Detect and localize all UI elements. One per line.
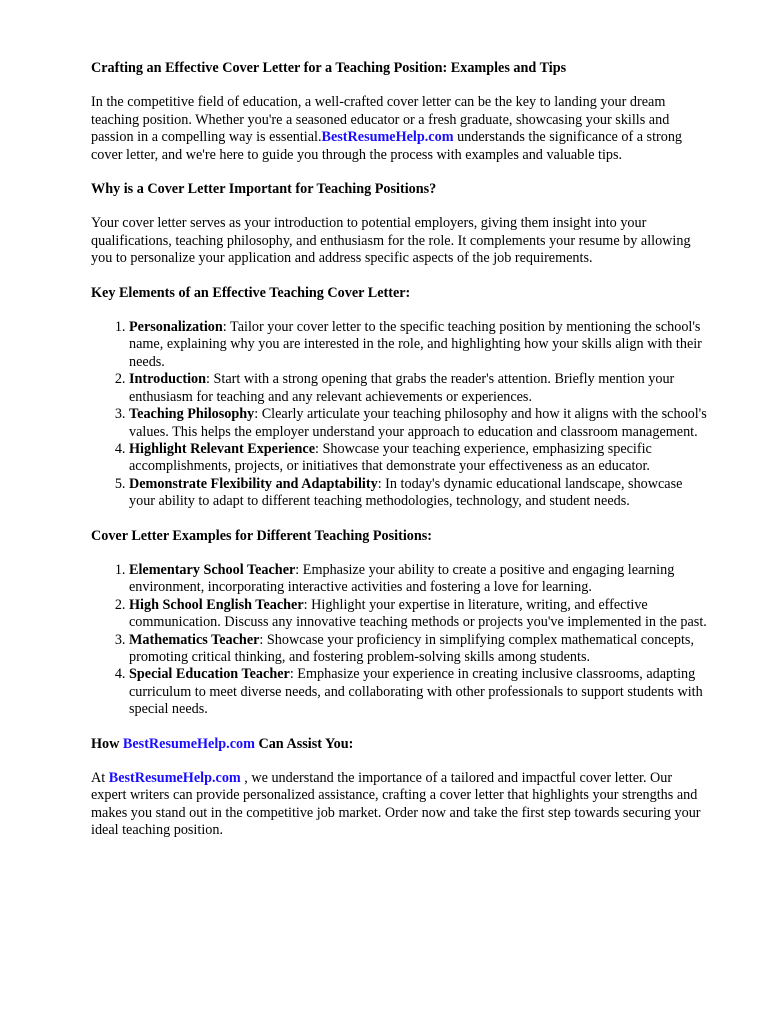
list-item-term: Personalization xyxy=(129,319,223,336)
list-item xyxy=(129,441,710,476)
list-item xyxy=(129,406,710,441)
key-elements-heading: Key Elements of an Effective Teaching Cover Letter: xyxy=(91,284,411,301)
how-text-before: At xyxy=(91,770,109,786)
list-item-text: : Start with a strong opening that grabs the reader's attention. Briefly mention your enthusiasm for teaching and any relevant achievements or experiences. xyxy=(129,371,675,405)
how-paragraph xyxy=(91,770,710,840)
list-item-term: Mathematics Teacher xyxy=(129,631,260,648)
how-heading-site-link[interactable]: BestResumeHelp.com xyxy=(122,735,255,752)
how-heading-after: Can Assist You: xyxy=(254,735,354,752)
list-item xyxy=(129,632,710,667)
intro-text-before: In the competitive field of education, a well-crafted cover letter can be the key to landing your dream teaching position. Whether you're a seasoned educator or a fresh graduate, showcasing your skills and passion in a compelling way is essential. xyxy=(91,94,670,146)
list-item-text: : Tailor your cover letter to the specific teaching position by mentioning the school's name, explaining why you are interested in the role, and highlighting how your skills align with their needs. xyxy=(129,319,702,370)
list-item-term: Elementary School Teacher xyxy=(129,561,296,578)
list-item-text: : In today's dynamic educational landscape, showcase your ability to adapt to different teaching methodologies, technology, and student needs. xyxy=(129,475,683,510)
list-item-text: : Clearly articulate your teaching philosophy and how it aligns with the school's values. This helps the employer understand your approach to education and classroom management. xyxy=(129,406,707,440)
list-item xyxy=(129,476,710,511)
list-item-text: : Showcase your proficiency in simplifying complex mathematical concepts, promoting critical thinking, and fostering problem-solving skills among students. xyxy=(129,631,694,665)
why-heading: Why is a Cover Letter Important for Teaching Positions? xyxy=(91,181,437,198)
list-item xyxy=(129,562,710,597)
intro-paragraph xyxy=(91,94,710,164)
intro-site-link[interactable]: BestResumeHelp.com xyxy=(321,129,454,146)
list-item-text: : Emphasize your ability to create a positive and engaging learning environment, incorporating interactive activities and fostering a love for learning. xyxy=(129,561,675,596)
examples-list xyxy=(91,562,710,719)
list-item-term: Teaching Philosophy xyxy=(129,406,255,423)
list-item-text: : Emphasize your experience in creating inclusive classrooms, adapting curriculum to meet diverse needs, and collaborating with other professionals to support students with special needs. xyxy=(129,666,703,718)
list-item-term: High School English Teacher xyxy=(129,596,304,613)
list-item xyxy=(129,371,710,406)
intro-text-after: understands the significance of a strong cover letter, and we're here to guide you through the process with examples and valuable tips. xyxy=(91,129,683,163)
list-item-term: Introduction xyxy=(129,371,206,388)
list-item-text: : Highlight your expertise in literature, writing, and effective communication. Discuss any innovative teaching methods or projects you've implemented in the past. xyxy=(129,596,707,631)
why-paragraph: Your cover letter serves as your introduction to potential employers, giving them insight into your qualifications, teaching philosophy, and enthusiasm for the role. It complements your resume by allowing you to personalize your application and address specific aspects of the job requirements. xyxy=(91,215,691,267)
list-item xyxy=(129,597,710,632)
how-text-after: , we understand the importance of a tailored and impactful cover letter. Our expert writers can provide personalized assistance, crafting a cover letter that highlights your strengths and makes you stand out in the competitive job market. Order now and take the first step towards securing your ideal teaching position. xyxy=(91,770,701,839)
how-heading xyxy=(91,736,710,753)
list-item-term: Demonstrate Flexibility and Adaptability xyxy=(129,475,378,492)
list-item-term: Highlight Relevant Experience xyxy=(129,440,315,457)
how-site-link[interactable]: BestResumeHelp.com xyxy=(108,770,241,786)
list-item xyxy=(129,666,710,718)
how-heading-before: How xyxy=(91,735,123,752)
list-item xyxy=(129,319,710,371)
list-item-text: : Showcase your teaching experience, emphasizing specific accomplishments, projects, or initiatives that demonstrate your effectiveness as an educator. xyxy=(129,440,652,475)
key-elements-list xyxy=(91,319,710,510)
examples-heading: Cover Letter Examples for Different Teaching Positions: xyxy=(91,527,432,544)
page-title: Crafting an Effective Cover Letter for a Teaching Position: Examples and Tips xyxy=(91,60,567,76)
list-item-term: Special Education Teacher xyxy=(129,666,290,683)
